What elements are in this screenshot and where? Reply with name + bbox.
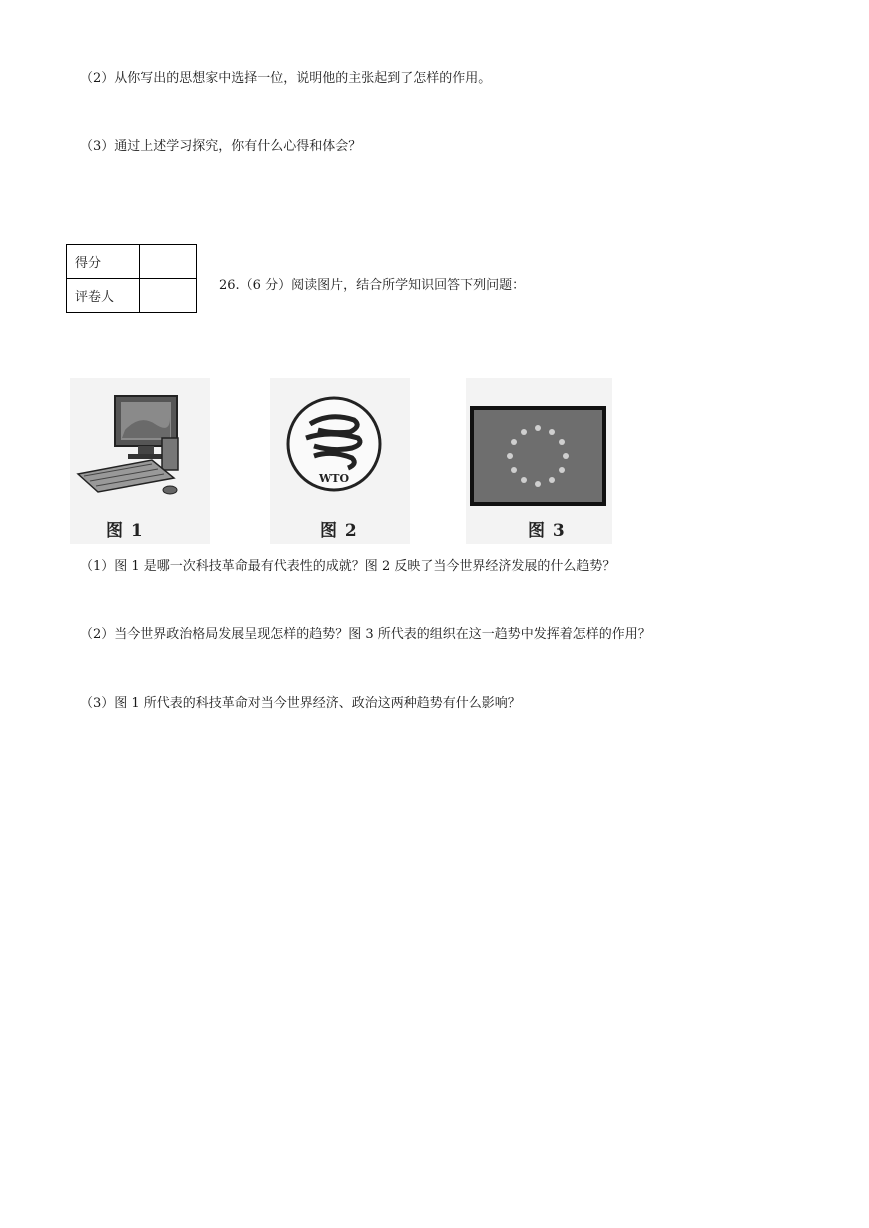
question-26-stem: 26.（6 分）阅读图片，结合所学知识回答下列问题： (219, 278, 526, 293)
eu-flag-icon (466, 378, 612, 508)
figure-2 (270, 378, 410, 544)
score-label: 得分 (67, 245, 140, 279)
figure-3-caption: 图 3 (528, 521, 566, 541)
question-26-sub-2: （2）当今世界政治格局发展呈现怎样的趋势？图 3 所代表的组织在这一趋势中发挥着怎样的作用？ (80, 627, 651, 642)
question-prev-2: （2）从你写出的思想家中选择一位，说明他的主张起到了怎样的作用。 (80, 71, 492, 86)
wto-logo-text: WTO (318, 472, 350, 485)
figure-1 (70, 378, 210, 544)
question-26-sub-1: （1）图 1 是哪一次科技革命最有代表性的成就？图 2 反映了当今世界经济发展的什么趋势？ (80, 559, 616, 574)
score-table (66, 244, 197, 313)
wto-logo-icon (270, 378, 410, 508)
figure-2-caption: 图 2 (320, 521, 358, 541)
score-cell (140, 245, 197, 279)
computer-icon (70, 378, 210, 508)
grader-cell (140, 279, 197, 313)
question-26-sub-3: （3）图 1 所代表的科技革命对当今世界经济、政治这两种趋势有什么影响？ (80, 696, 521, 711)
question-prev-3: （3）通过上述学习探究，你有什么心得和体会？ (80, 139, 362, 154)
figure-3 (466, 378, 612, 544)
figure-1-caption: 图 1 (106, 521, 144, 541)
grader-label: 评卷人 (67, 279, 140, 313)
